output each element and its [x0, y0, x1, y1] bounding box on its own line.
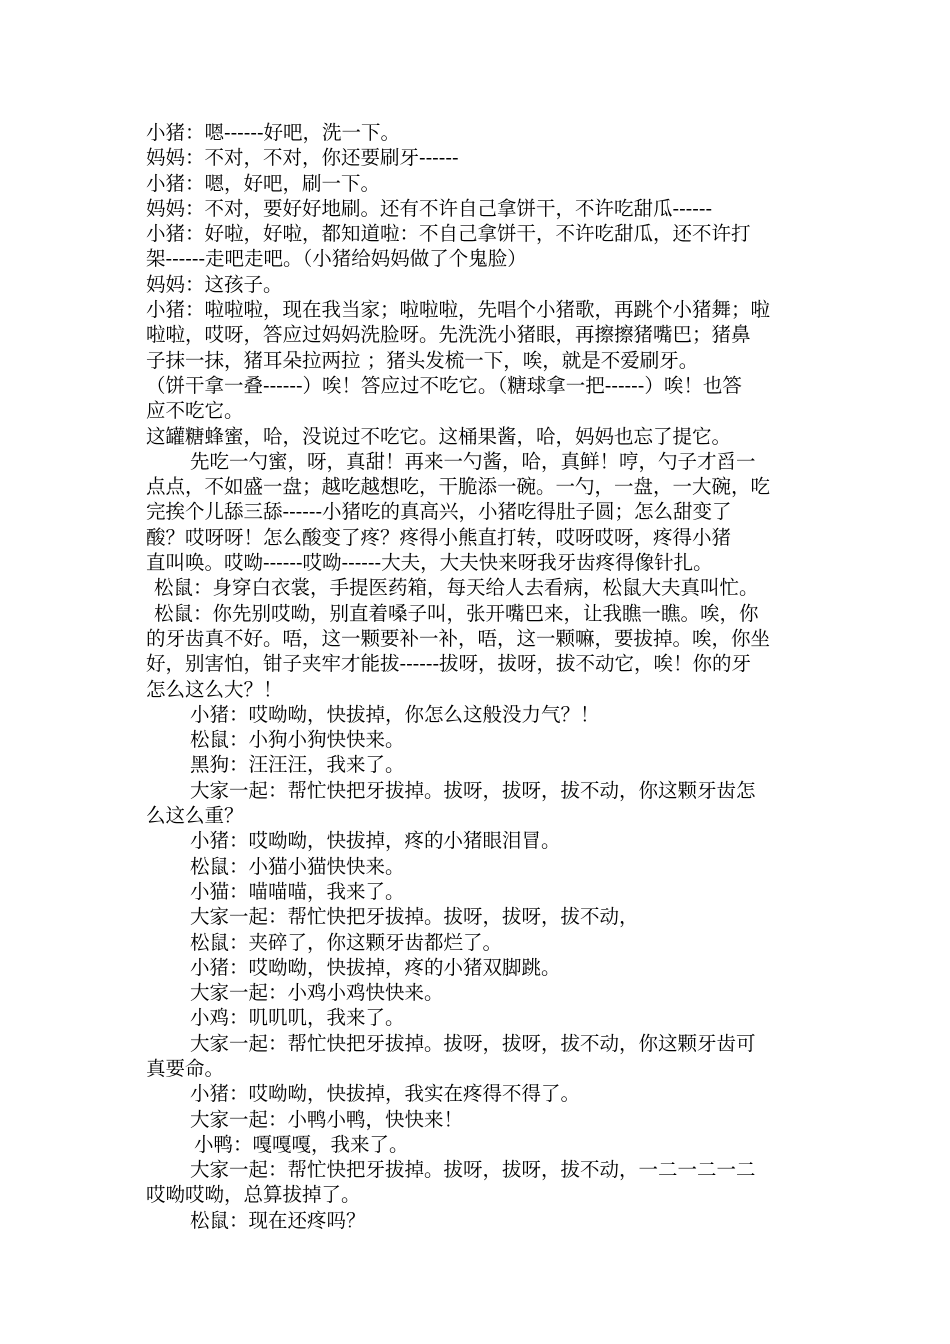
text-line: 妈妈：这孩子。 [146, 272, 283, 296]
text-line: 黑狗：汪汪汪，我来了。 [190, 753, 405, 777]
text-line: 松鼠：小猫小猫快快来。 [190, 854, 405, 878]
text-line: 小猪：好啦，好啦，都知道啦：不自己拿饼干，不许吃甜瓜，还不许打 [146, 222, 751, 246]
text-line: 松鼠：你先别哎呦，别直着嗓子叫，张开嘴巴来，让我瞧一瞧。唉，你 [154, 601, 759, 625]
text-line: 松鼠：小狗小狗快快来。 [190, 728, 405, 752]
text-line: 大家一起：帮忙快把牙拔掉。拔呀，拔呀，拔不动，你这颗牙齿可 [190, 1031, 756, 1055]
script-text-body [146, 120, 811, 1233]
text-line: 大家一起：帮忙快把牙拔掉。拔呀，拔呀，拔不动，一二一二一二 [190, 1158, 756, 1182]
text-line: 真要命。 [146, 1056, 225, 1080]
text-line: 这罐糖蜂蜜，哈，没说过不吃它。这桶果酱，哈，妈妈也忘了提它。 [146, 424, 732, 448]
text-line: 怎么这么大？！ [146, 677, 283, 701]
text-line: 小猪：嗯，好吧，刷一下。 [146, 171, 381, 195]
text-line: 小猪：啦啦啦，现在我当家；啦啦啦，先唱个小猪歌，再跳个小猪舞；啦 [146, 298, 771, 322]
text-line: 松鼠：夹碎了，你这颗牙齿都烂了。 [190, 930, 503, 954]
text-line: 酸？哎呀呀！怎么酸变了疼？疼得小熊直打转，哎呀哎呀，疼得小猪 [146, 525, 732, 549]
text-line: 大家一起：帮忙快把牙拔掉。拔呀，拔呀，拔不动，你这颗牙齿怎 [190, 778, 756, 802]
text-line: 架------走吧走吧。（小猪给妈妈做了个鬼脸） [146, 247, 527, 271]
text-line: 妈妈：不对，要好好地刷。还有不许自己拿饼干，不许吃甜瓜------ [146, 196, 713, 220]
text-line: 应不吃它。 [146, 399, 244, 423]
text-line: 么这么重？ [146, 804, 244, 828]
text-line: 大家一起：小鸭小鸭，快快来！ [190, 1107, 464, 1131]
text-line: 点点，不如盛一盘；越吃越想吃，干脆添一碗。一勺，一盘，一大碗，吃 [146, 475, 771, 499]
text-line: 子抹一抹，猪耳朵拉两拉 ；猪头发梳一下，唉，就是不爱刷牙。 [146, 348, 699, 372]
text-line: 啦啦，哎呀，答应过妈妈洗脸呀。先洗洗小猪眼，再擦擦猪嘴巴；猪鼻 [146, 323, 751, 347]
text-line: 小猪：哎呦呦，快拔掉，疼的小猪双脚跳。 [190, 955, 561, 979]
text-line: 小猪：嗯------好吧，洗一下。 [146, 121, 401, 144]
text-line: 的牙齿真不好。唔，这一颗要补一补，唔，这一颗嘛，要拔掉。唉，你坐 [146, 626, 771, 650]
text-line: 松鼠：现在还疼吗？ [190, 1208, 366, 1232]
text-line: 小猫：喵喵喵，我来了。 [190, 879, 405, 903]
text-line: （饼干拿一叠------）唉！答应过不吃它。（糖球拿一把------）唉！也答 [146, 373, 742, 397]
text-line: 大家一起：帮忙快把牙拔掉。拔呀，拔呀，拔不动， [190, 905, 639, 929]
text-line: 直叫唤。哎呦------哎呦------大夫，大夫快来呀我牙齿疼得像针扎。 [146, 551, 713, 575]
text-line: 小鸡：叽叽叽，我来了。 [190, 1006, 405, 1030]
text-line: 妈妈：不对，不对，你还要刷牙------ [146, 146, 459, 170]
text-line: 好，别害怕，钳子夹牢才能拔------拔呀，拔呀，拔不动它，唉！你的牙 [146, 652, 752, 676]
text-line: 哎呦哎呦，总算拔掉了。 [146, 1183, 361, 1207]
text-line: 小猪：哎呦呦，快拔掉，疼的小猪眼泪冒。 [190, 829, 561, 853]
text-line: 小猪：哎呦呦，快拔掉，你怎么这般没力气？！ [190, 702, 600, 726]
text-line: 松鼠：身穿白衣裳，手提医药箱，每天给人去看病，松鼠大夫真叫忙。 [154, 576, 759, 600]
text-line: 大家一起：小鸡小鸡快快来。 [190, 981, 444, 1005]
text-line: 小猪：哎呦呦，快拔掉，我实在疼得不得了。 [190, 1082, 581, 1106]
text-line: 完挨个儿舔三舔------小猪吃的真高兴，小猪吃得肚子圆；怎么甜变了 [146, 500, 732, 524]
text-line: 先吃一勺蜜，呀，真甜！再来一勺酱，哈，真鲜！哼，勺子才舀一 [190, 449, 756, 473]
text-line: 小鸭：嘎嘎嘎，我来了。 [194, 1132, 409, 1156]
